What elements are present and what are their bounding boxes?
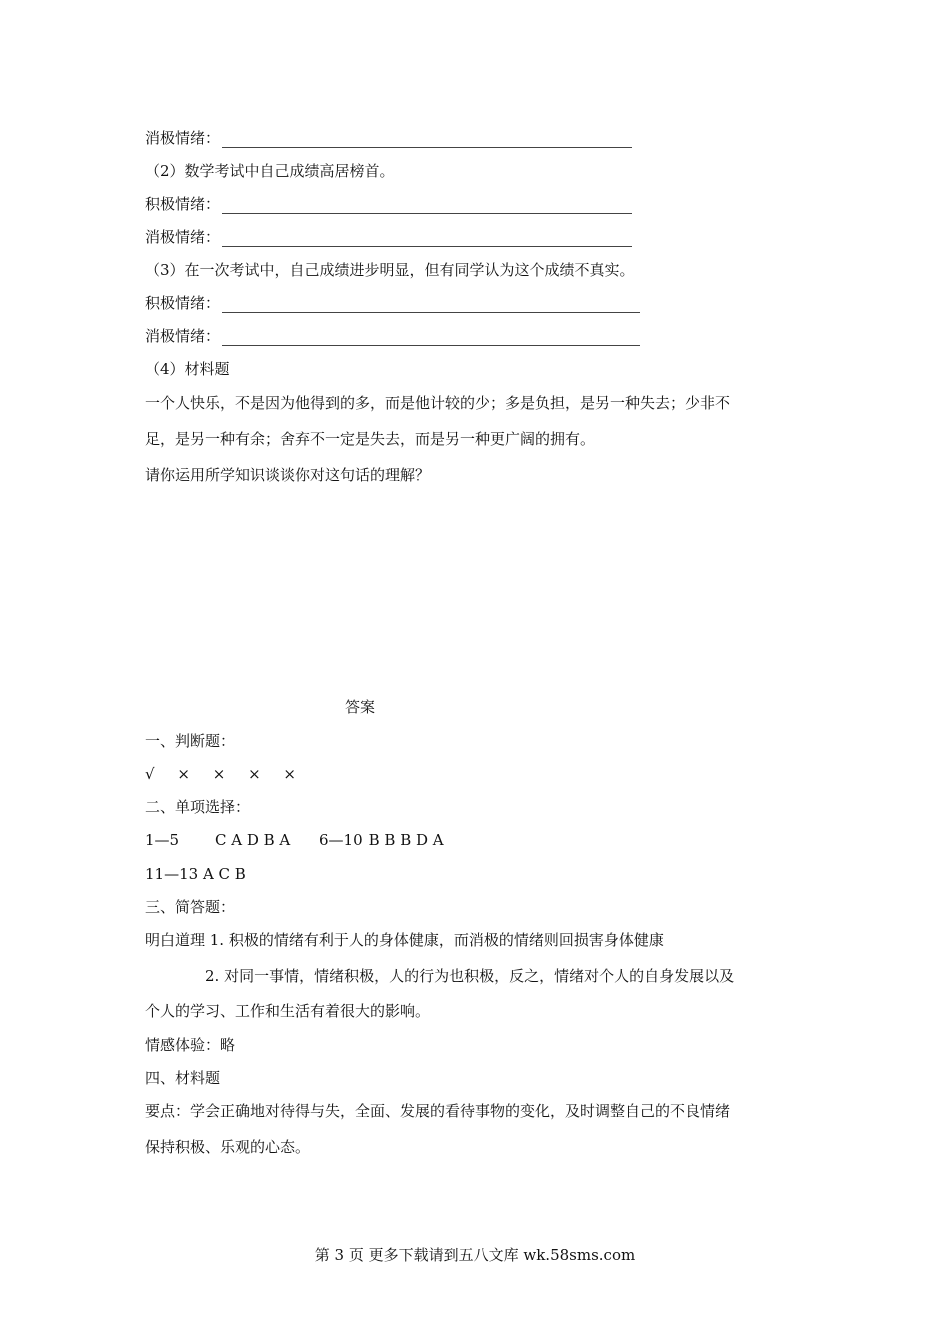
mark-1: √	[145, 765, 155, 783]
positive-emotion-label: 积极情绪：	[145, 294, 221, 312]
section3-experience: 情感体验：略	[145, 1036, 236, 1054]
negative-emotion-label: 消极情绪：	[145, 327, 221, 345]
negative-emotion-label: 消极情绪：	[145, 129, 221, 147]
q4-question: 请你运用所学知识谈谈你对这句话的理解？	[145, 466, 431, 484]
q3-negative-row	[145, 326, 640, 346]
answer-blank	[222, 199, 632, 214]
mark-2: ×	[177, 765, 190, 783]
positive-emotion-label: 积极情绪：	[145, 195, 221, 213]
section1-marks	[145, 764, 314, 784]
q4-material-line-1: 一个人快乐，不是因为他得到的多，而是他计较的少；多是负担，是另一种失去；少非不	[145, 394, 731, 412]
mark-4: ×	[248, 765, 261, 783]
section1-heading: 一、判断题：	[145, 732, 236, 750]
section4-line-1: 要点：学会正确地对待得与失，全面、发展的看待事物的变化，及时调整自己的不良情绪	[145, 1102, 731, 1120]
section3-item-2-line-2: 个人的学习、工作和生活有着很大的影响。	[145, 1002, 431, 1020]
q2-prompt: （2）数学考试中自己成绩高居榜首。	[145, 162, 395, 180]
negative-emotion-label: 消极情绪：	[145, 228, 221, 246]
mark-3: ×	[212, 765, 226, 783]
q4-material-line-2: 足，是另一种有余；舍弃不一定是失去，而是另一种更广阔的拥有。	[145, 430, 596, 448]
section2-row-2: 11—13 A C B	[145, 865, 246, 883]
answer-blank	[222, 232, 632, 247]
section3-item-1: 明白道理 1. 积极的情绪有利于人的身体健康，而消极的情绪则回损害身体健康	[145, 931, 664, 949]
section2-row-1	[145, 830, 444, 850]
mark-5: ×	[283, 765, 296, 783]
answer-blank	[222, 133, 632, 148]
q3-prompt: （3）在一次考试中，自己成绩进步明显，但有同学认为这个成绩不真实。	[145, 261, 635, 279]
q2-negative-row	[145, 227, 632, 247]
section3-heading: 三、简答题：	[145, 898, 236, 916]
answer-blank	[222, 331, 640, 346]
q3-positive-row	[145, 293, 640, 313]
answers-6-10: B B B D A	[368, 831, 444, 849]
q2-positive-row	[145, 194, 632, 214]
answer-blank	[222, 298, 640, 313]
q4-prompt: （4）材料题	[145, 360, 230, 378]
section3-item-2-line-1: 2. 对同一事情，情绪积极，人的行为也积极，反之，情绪对个人的自身发展以及	[205, 967, 735, 985]
q1-negative-row	[145, 128, 632, 148]
range-1-5: 1—5	[145, 831, 180, 849]
section4-heading: 四、材料题	[145, 1069, 221, 1087]
answers-1-5: C A D B A	[215, 831, 291, 849]
section4-line-2: 保持积极、乐观的心态。	[145, 1138, 311, 1156]
answers-title: 答案	[345, 698, 376, 716]
range-6-10: 6—10	[319, 831, 363, 849]
section2-heading: 二、单项选择：	[145, 798, 251, 816]
page-footer: 第 3 页 更多下载请到五八文库 wk.58sms.com	[314, 1246, 636, 1264]
